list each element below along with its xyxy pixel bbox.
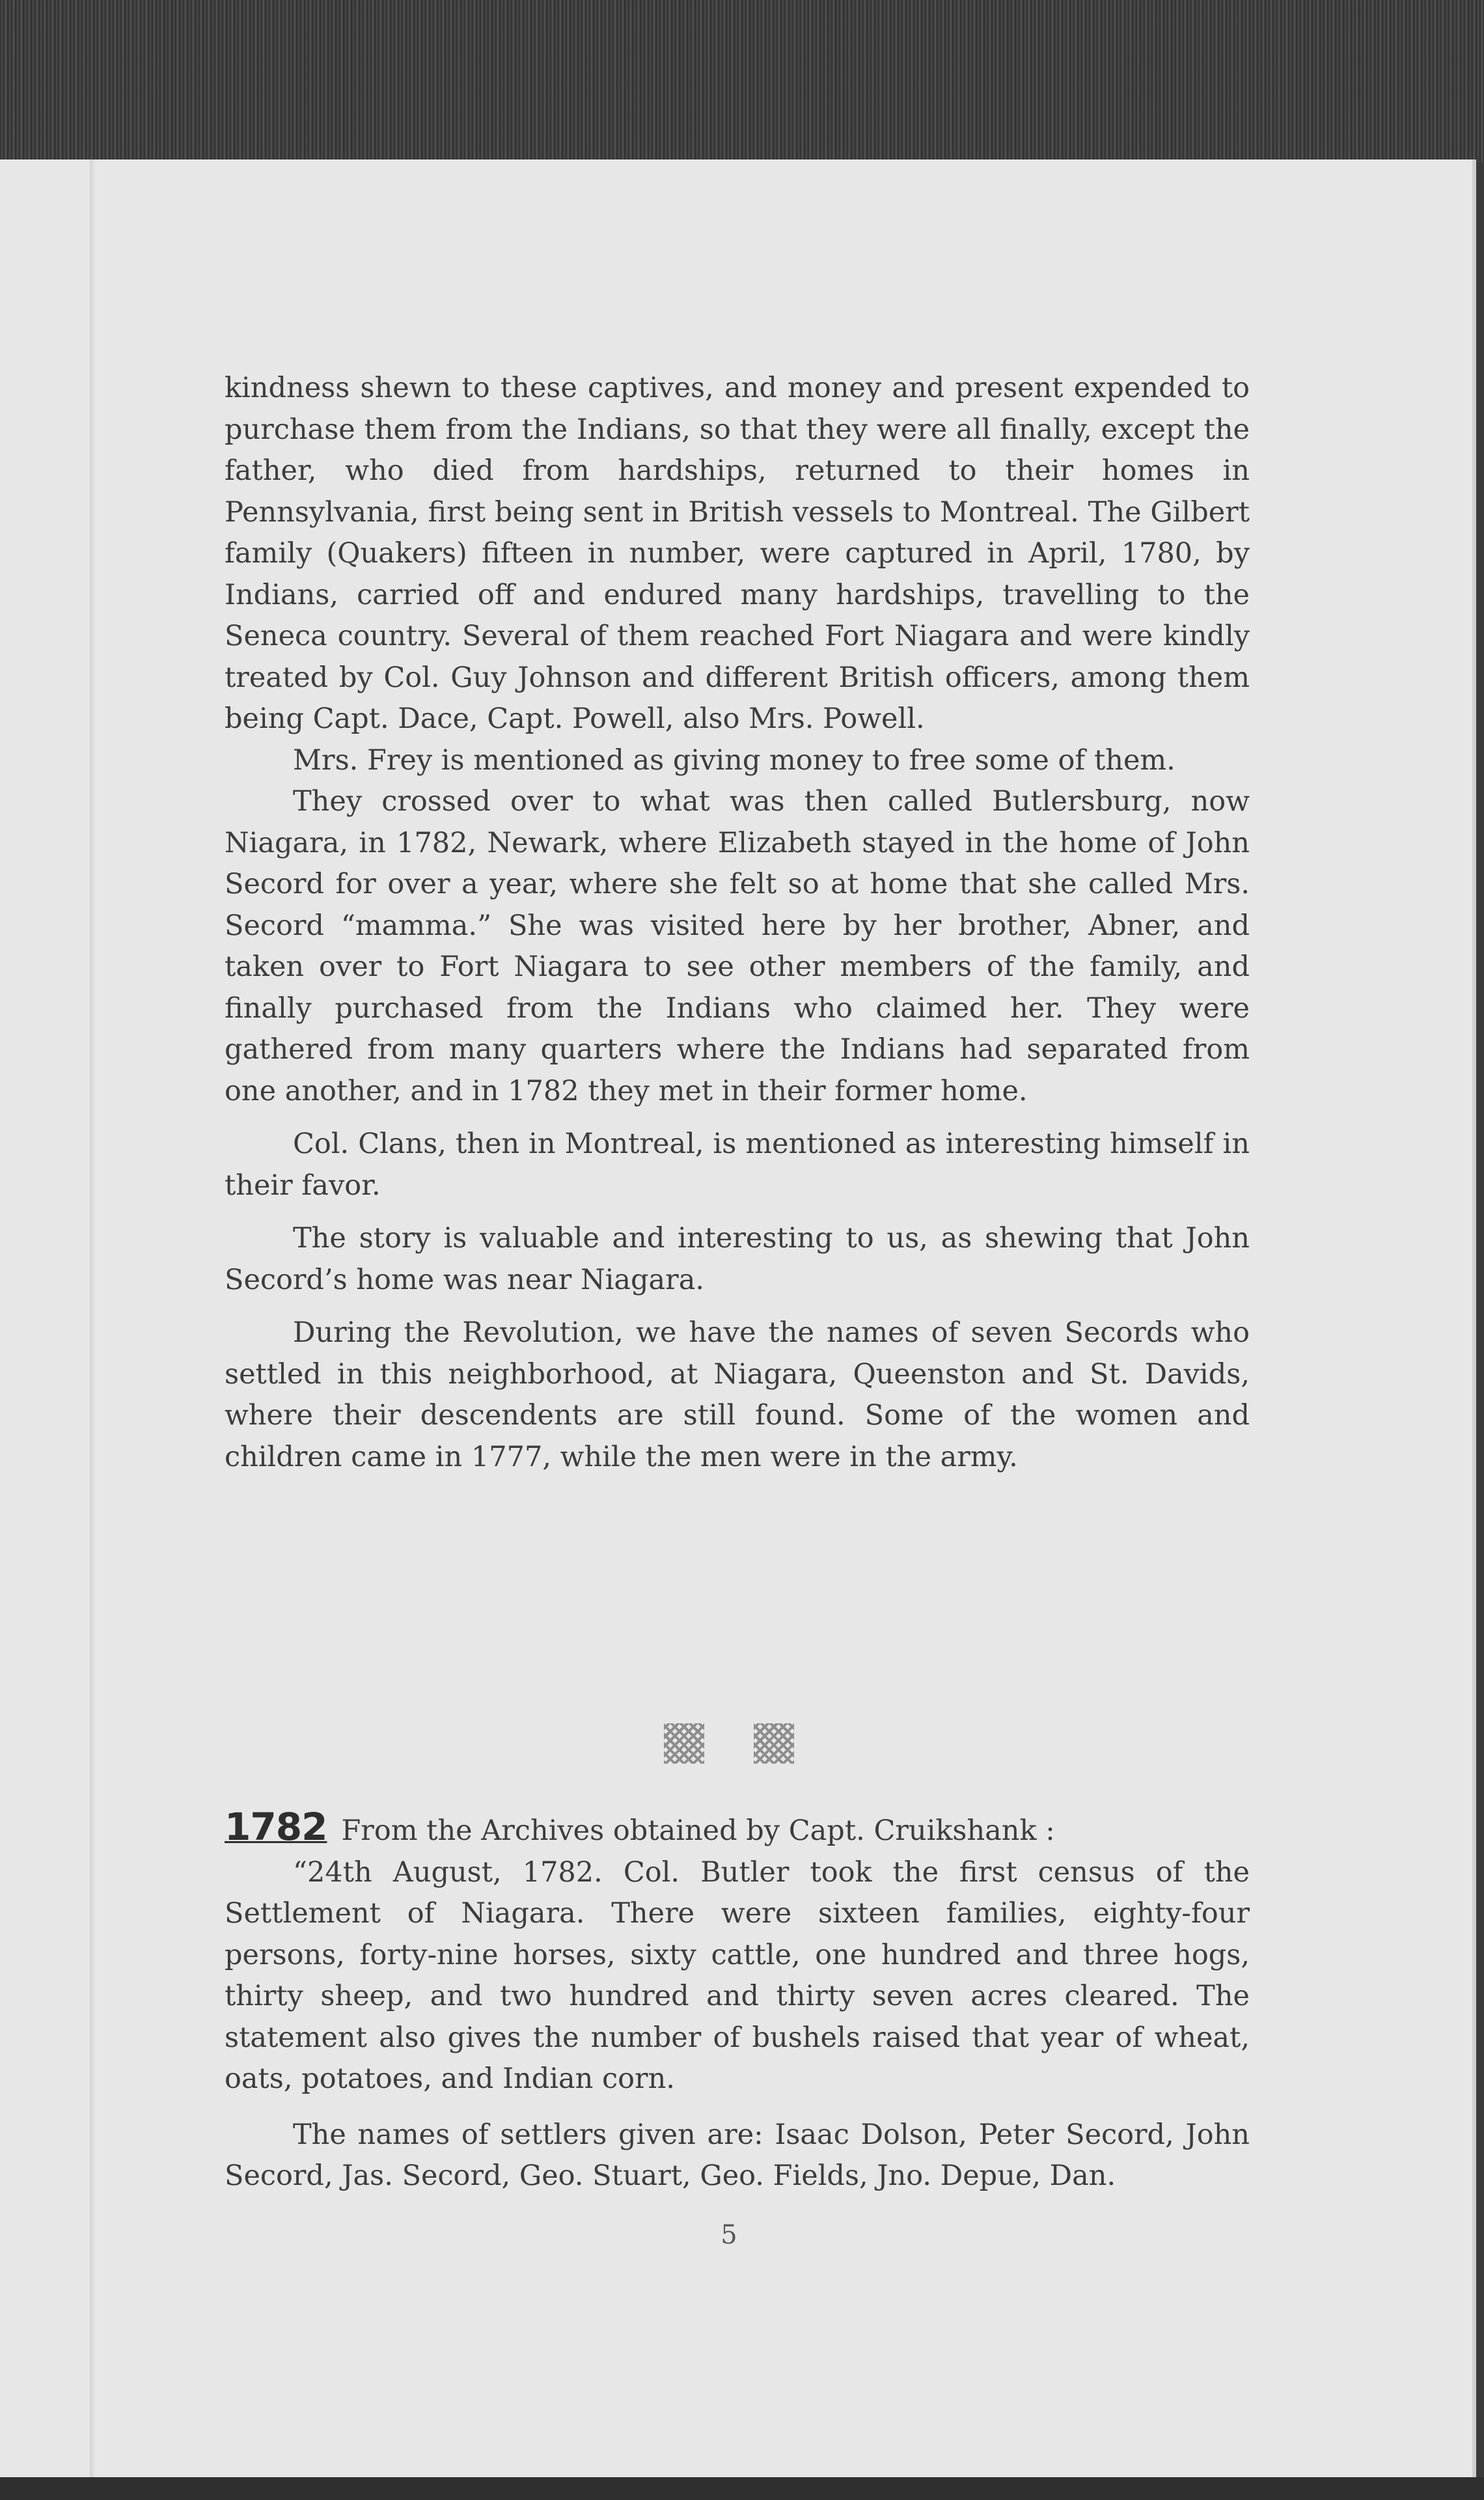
scan-background-bottom xyxy=(0,2477,1484,2500)
scan-background-top xyxy=(0,0,1484,163)
section-intro: From the Archives obtained by Capt. Cruikshank : xyxy=(341,1814,1055,1847)
knot-ornament-icon xyxy=(664,1723,704,1764)
section-year: 1782 xyxy=(225,1805,327,1849)
section-1782 xyxy=(225,1807,1250,2197)
knot-ornament-icon xyxy=(754,1723,794,1764)
paragraph-5: The story is valuable and interesting to us, as shewing that John Secord’s home was near Niagara. xyxy=(225,1222,1250,1296)
section-heading-line xyxy=(225,1807,1250,1852)
page-gutter xyxy=(90,160,96,2480)
paragraph-1: kindness shewn to these captives, and money and present expended to purchase them from the Indians, so that they were all finally, except the father, who died from hardships, returned to their homes in Pennsylvania, first being sent in British vessels to Montreal. The Gilbert family (Quakers) fifteen in number, were captured in April, 1780, by Indians, carried off and endured many hardships, travelling to the Seneca country. Several of them reached Fort Niagara and were kindly treated by Col. Guy Johnson and different British officers, among them being Capt. Dace, Capt. Powell, also Mrs. Powell. xyxy=(225,372,1250,735)
paragraph-4: Col. Clans, then in Montreal, is mentioned as interesting himself in their favor. xyxy=(225,1128,1250,1202)
section-paragraph-1: “24th August, 1782. Col. Butler took the first census of the Settlement of Niagara. There were sixteen families, eighty-four persons, forty-nine horses, sixty cattle, one hundred and three hogs, thirty sheep, and two hundred and thirty seven acres cleared. The statement also gives the number of bushels raised that year of wheat, oats, potatoes, and Indian corn. xyxy=(225,1855,1250,2095)
ornament-divider xyxy=(664,1723,794,1769)
page-number: 5 xyxy=(721,2220,737,2250)
paragraph-3: They crossed over to what was then called Butlersburg, now Niagara, in 1782, Newark, where Elizabeth stayed in the home of John Secord for over a year, where she felt so at home that she called Mrs. Secord “mamma.” She was visited here by her brother, Abner, and taken over to Fort Niagara to see other members of the family, and finally purchased from the Indians who claimed her. They were gathered from many quarters where the Indians had separated from one another, and in 1782 they met in their former home. xyxy=(225,785,1250,1107)
body-text xyxy=(225,368,1250,1478)
section-paragraph-2: The names of settlers given are: Isaac Dolson, Peter Secord, John Secord, Jas. Secord, Geo. Stuart, Geo. Fields, Jno. Depue, Dan. xyxy=(225,2118,1250,2192)
paragraph-6: During the Revolution, we have the names of seven Secords who settled in this neighborhood, at Niagara, Queenston and St. Davids, where their descendents are still found. Some of the women and children came in 1777, while the men were in the army. xyxy=(225,1316,1250,1473)
paragraph-2: Mrs. Frey is mentioned as giving money to free some of them. xyxy=(293,743,1175,777)
